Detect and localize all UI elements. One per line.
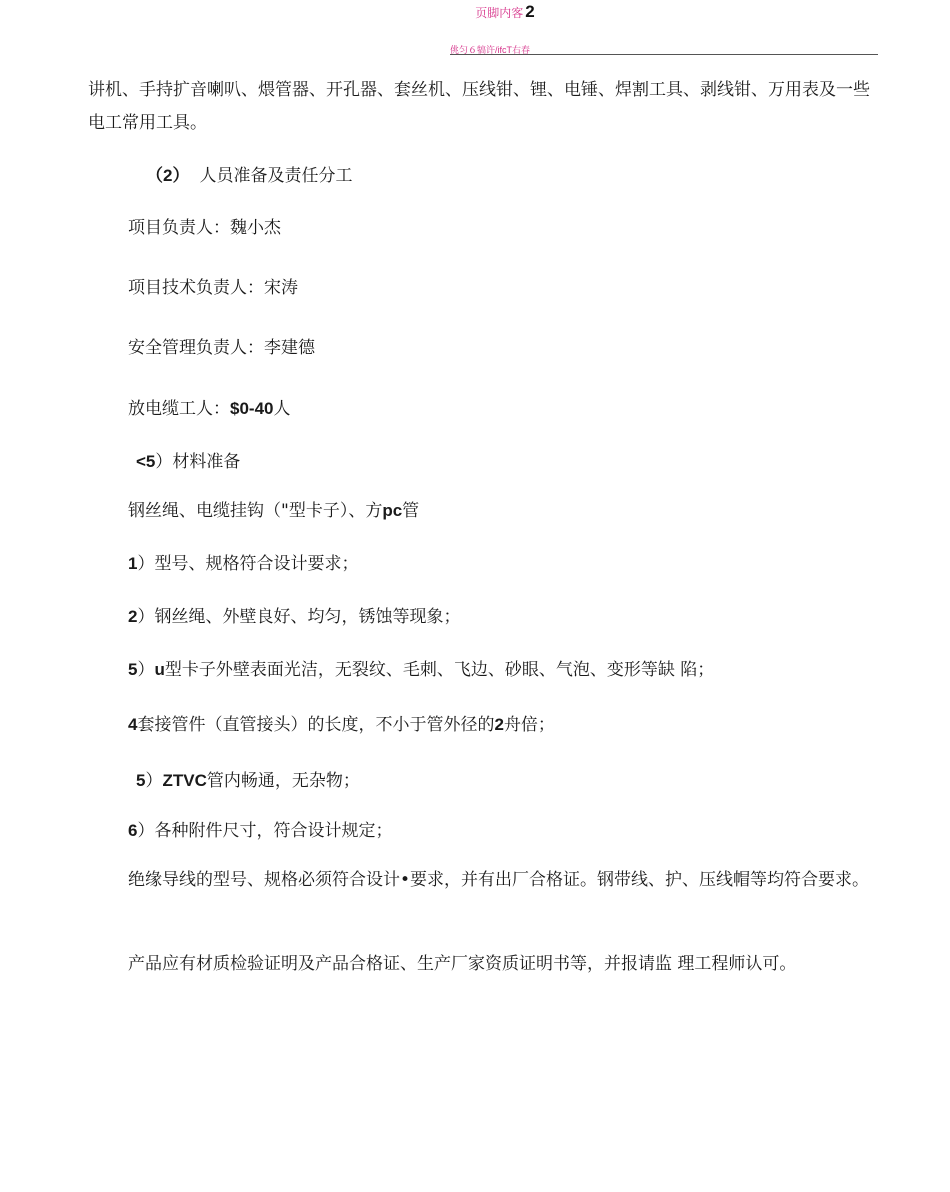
requirement-4-multiplier: 2 <box>494 715 504 734</box>
requirement-2 <box>128 600 460 634</box>
materials-list <box>128 494 419 528</box>
paragraph-tools: 讲机、手持扩音喇叭、煨管器、开孔器、套丝机、压线钳、锂、电锤、焊割工具、剥线钳、万用表及一些电工常用工具。 <box>88 80 870 133</box>
staff-project-leader: 项目负责人：魏小杰 <box>128 218 281 238</box>
requirement-3 <box>128 653 714 687</box>
page-number: 2 <box>525 2 535 21</box>
requirement-5 <box>136 764 360 798</box>
requirement-6-text: ）各种附件尺寸，符合设计规定； <box>137 821 393 841</box>
header-title-text: 页脚内客 <box>475 6 524 20</box>
requirement-5-code: ZTVC <box>162 771 207 790</box>
staff-cable-workers <box>128 392 290 426</box>
heading-staff-number: （2） <box>146 166 190 185</box>
requirement-2-text: ）钢丝绳、外壁良好、均匀，锈蚀等现象； <box>137 607 461 627</box>
heading-staff-text: 人员准备及责任分工 <box>199 166 353 186</box>
requirement-5-paren: ） <box>145 771 163 791</box>
staff-safety-leader: 安全管理负责人：李建德 <box>128 338 315 358</box>
requirement-1 <box>128 547 358 581</box>
requirement-3-text: 型卡子外壁表面光洁，无裂纹、毛刺、飞边、砂眼、气泡、变形等缺 陷； <box>164 660 715 680</box>
requirement-6-number: 6 <box>128 821 138 840</box>
requirement-1-number: 1 <box>128 554 138 573</box>
staff-cable-unit: 人 <box>273 399 291 419</box>
requirement-2-number: 2 <box>128 607 138 626</box>
header-subtitle: 佻匀６犒许/ifcT右春 <box>450 45 530 55</box>
paragraph-wire: 绝缘导线的型号、规格必须符合设计•要求，并有出厂合格证。钢带线、护、压线帽等均符合要求。 <box>128 870 870 890</box>
requirement-3-paren: ） <box>137 660 155 680</box>
materials-list-suffix: 管 <box>402 501 420 521</box>
requirement-4-text: 套接管件（直管接头）的长度，不小于管外径的 <box>137 715 495 735</box>
header-divider <box>450 54 878 55</box>
requirement-5-text: 管内畅通，无杂物； <box>206 771 360 791</box>
requirement-4 <box>128 708 555 742</box>
requirement-1-text: ）型号、规格符合设计要求； <box>137 554 359 574</box>
header-title <box>0 2 950 22</box>
heading-materials <box>136 445 240 479</box>
heading-materials-text: ）材料准备 <box>155 452 241 472</box>
requirement-3-u: u <box>154 660 165 679</box>
materials-pc: pc <box>382 501 403 520</box>
paragraph-certificates: 产品应有材质检验证明及产品合格证、生产厂家资质证明书等，并报请监 理工程师认可。 <box>128 954 797 974</box>
heading-staff <box>146 159 352 193</box>
requirement-4-number: 4 <box>128 715 138 734</box>
requirement-3-number: 5 <box>128 660 138 679</box>
materials-list-text: 钢丝绳、电缆挂钩（"型卡子）、方 <box>128 501 383 521</box>
staff-cable-count: $0-40 <box>230 399 274 418</box>
requirement-5-number: 5 <box>136 771 146 790</box>
requirement-6 <box>128 814 392 848</box>
requirement-4-suffix: 舟倍； <box>503 715 555 735</box>
staff-cable-label: 放电缆工人： <box>128 399 230 419</box>
heading-materials-number: <5 <box>136 452 156 471</box>
staff-tech-leader: 项目技术负责人：宋涛 <box>128 278 298 298</box>
